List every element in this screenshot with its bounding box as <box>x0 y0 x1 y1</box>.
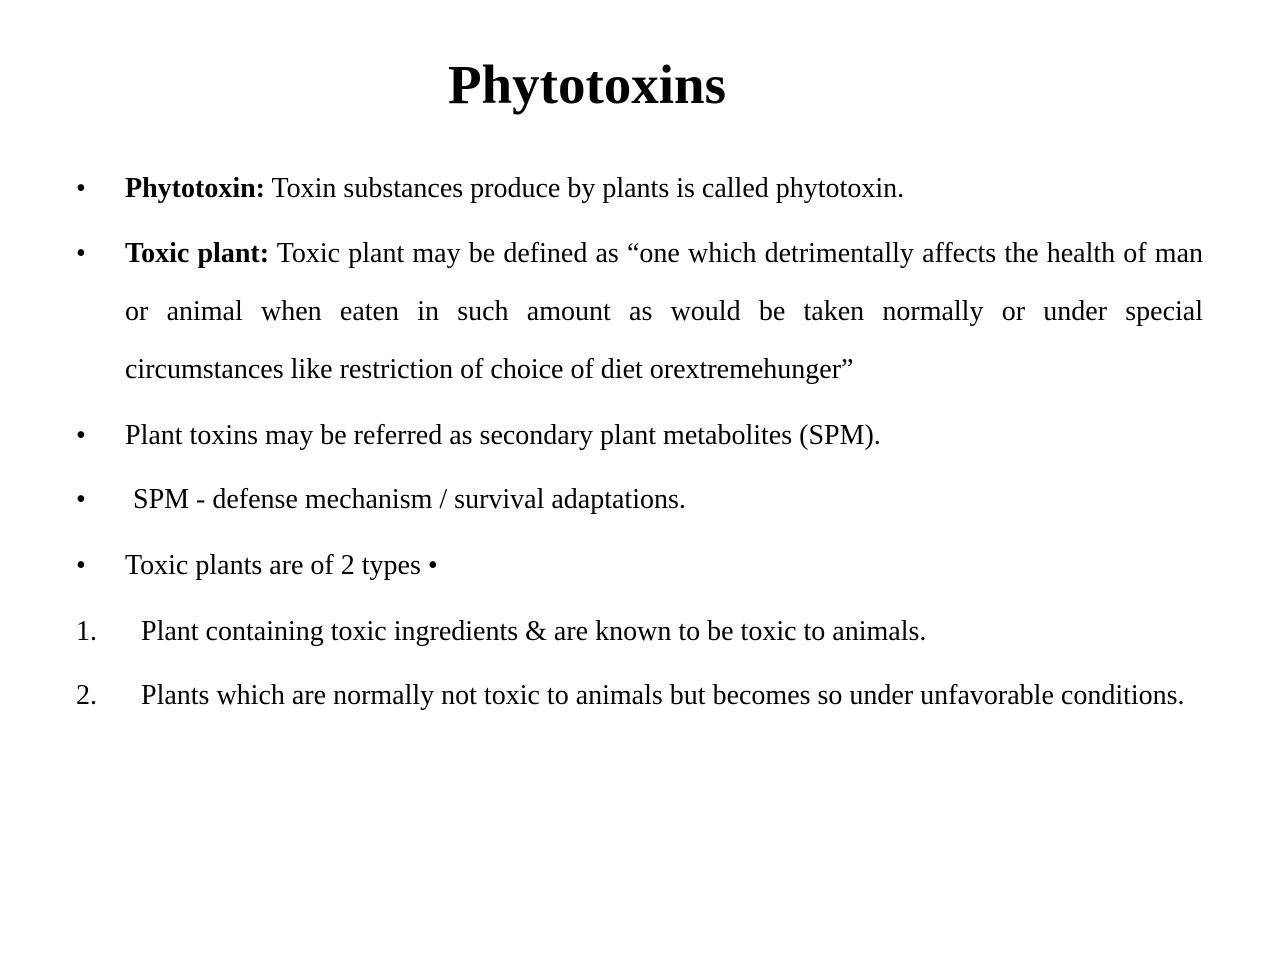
bullet-body: Toxic plant may be defined as “one which detrimentally affects the health of man or animal when eaten in such amount as would be taken normally or under special circumstances like restriction of choice of diet orextremehunger” <box>125 238 1203 385</box>
bullet-marker: • <box>76 484 86 515</box>
list-number: 1. <box>76 616 97 647</box>
bullet-lead-term: Toxic plant: <box>125 238 270 269</box>
bullet-item-phytotoxin <box>76 160 1206 218</box>
bullet-lead-term: Phytotoxin: <box>125 173 265 204</box>
bullet-item-toxic-plant <box>76 225 1206 399</box>
bullet-text <box>125 160 1203 218</box>
bullet-marker: • <box>76 420 86 451</box>
numbered-item-2 <box>76 667 1206 783</box>
numbered-text: Plants which are normally not toxic to animals but becomes so under unfavorable conditions. <box>141 680 1185 711</box>
slide-title: Phytotoxins <box>447 54 727 115</box>
bullet-marker: • <box>76 550 86 581</box>
bullet-body: SPM - defense mechanism / survival adaptations. <box>133 484 686 515</box>
bullet-item-plant-toxins <box>76 407 1206 465</box>
bullet-item-spm <box>76 471 1206 529</box>
list-number: 2. <box>76 680 97 711</box>
bullet-marker: • <box>76 173 86 204</box>
bullet-item-types <box>76 537 1206 595</box>
bullet-body: Plant toxins may be referred as secondary plant metabolites (SPM). <box>125 420 881 451</box>
bullet-marker: • <box>76 238 86 269</box>
bullet-body: Toxic plants are of 2 types • <box>125 550 438 581</box>
numbered-item-1 <box>76 603 1206 661</box>
bullet-text <box>133 471 1203 529</box>
numbered-text: Plant containing toxic ingredients & are known to be toxic to animals. <box>141 616 927 647</box>
bullet-text <box>125 537 1203 595</box>
bullet-text <box>125 407 1203 465</box>
bullet-text <box>125 225 1203 399</box>
bullet-body: Toxin substances produce by plants is called phytotoxin. <box>265 173 905 204</box>
